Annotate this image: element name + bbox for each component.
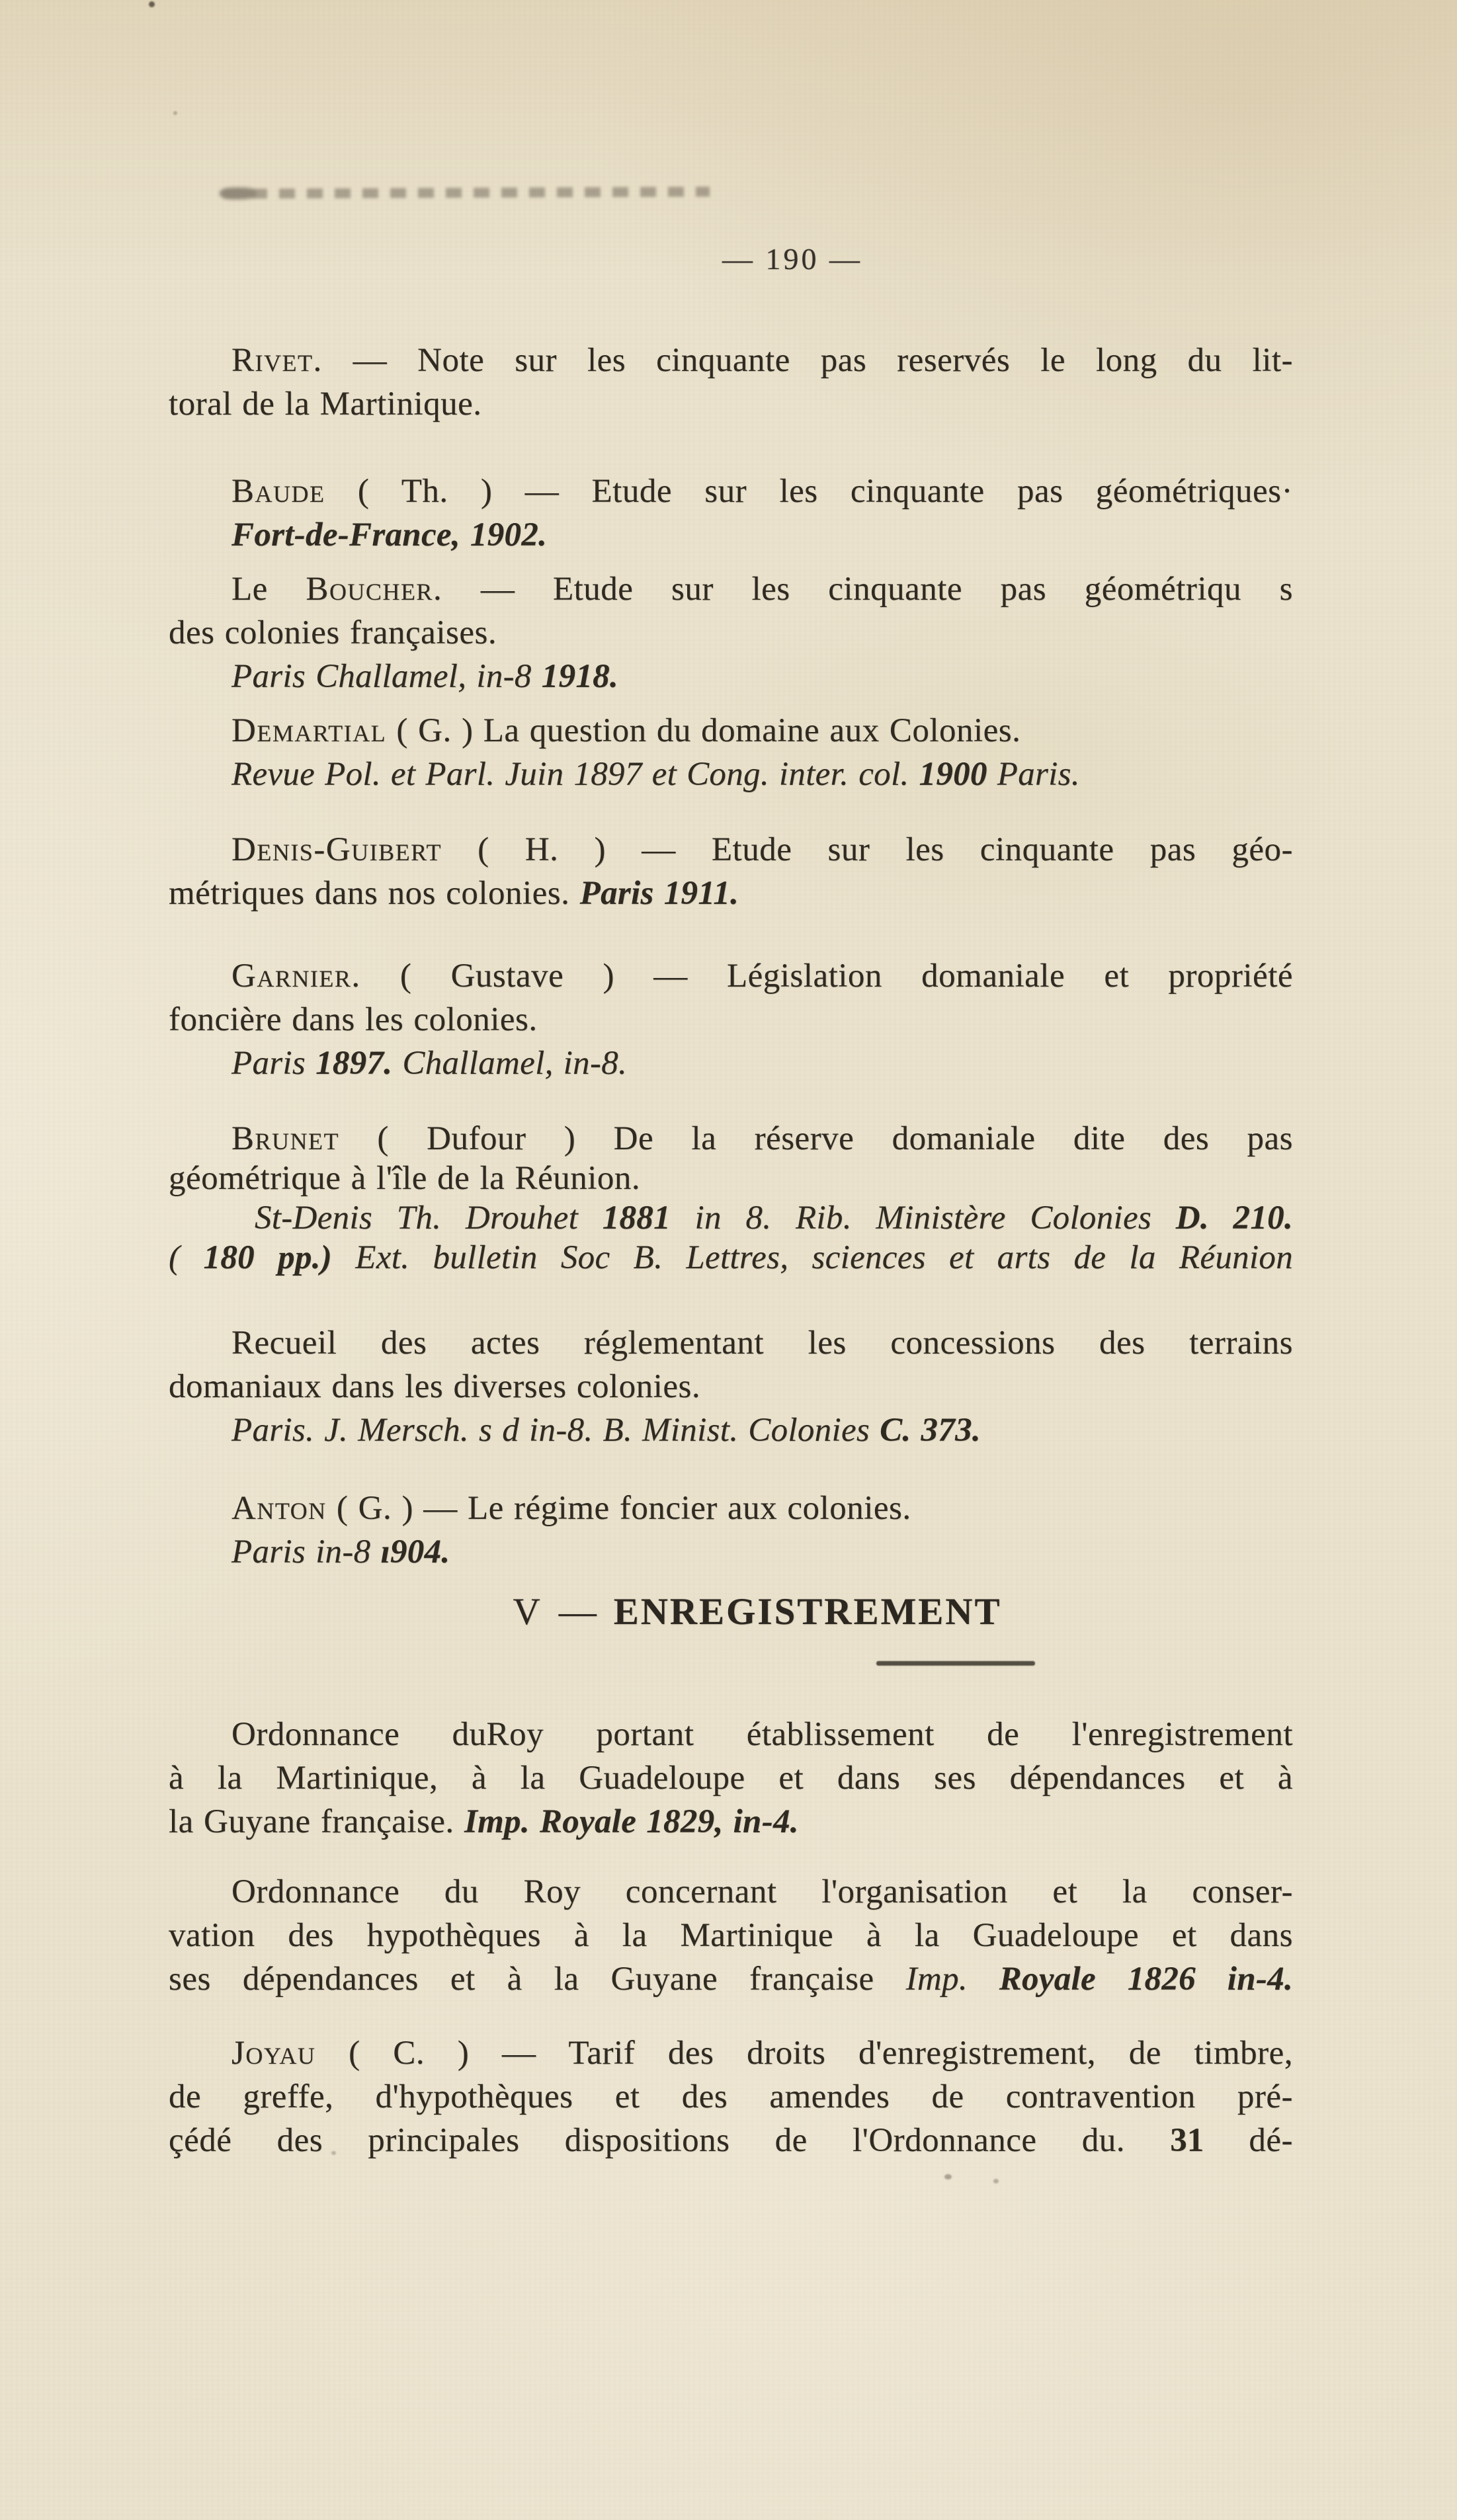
- text-segment: de greffe, d'hypothèques et des amendes de contravention pré-: [169, 2078, 1293, 2115]
- entry-line: [169, 655, 1293, 698]
- text-segment: Anton: [231, 1490, 327, 1527]
- page-number: — 190 —: [722, 242, 862, 276]
- text-segment: ( H. ) — Etude sur les cinquante pas géo-: [441, 831, 1293, 868]
- entry-line: [169, 382, 1293, 426]
- entry-line: [169, 1408, 1293, 1452]
- entry-line: [169, 1238, 1293, 1278]
- text-segment: D. 210.: [1175, 1199, 1294, 1237]
- entry-line: [169, 1957, 1293, 2001]
- text-segment: ı904.: [380, 1533, 450, 1570]
- entry-line: [169, 339, 1293, 382]
- text-segment: Imp.: [905, 1961, 999, 1998]
- entry-line: [169, 1530, 1293, 1574]
- entry-line: [169, 1914, 1293, 1957]
- entry-line: [169, 709, 1293, 752]
- text-segment: ( Gustave ) — Législation domaniale et propriété: [360, 957, 1293, 995]
- text-segment: Revue Pol. et Parl. Juin 1897 et Cong. inter. col.: [231, 756, 919, 793]
- text-segment: 31: [1170, 2122, 1204, 2159]
- text-segment: çédé des principales dispositions de l'Ordonnance du.: [169, 2122, 1171, 2159]
- text-segment: 1897.: [315, 1045, 393, 1082]
- bibliography-entry: [169, 1713, 1293, 1844]
- text-segment: Paris 1911.: [579, 875, 739, 912]
- text-segment: des colonies françaises.: [169, 614, 497, 651]
- text-segment: la Guyane française.: [169, 1803, 464, 1840]
- text-segment: Denis-Guibert: [231, 831, 442, 868]
- text-segment: Royale 1826 in-4.: [999, 1961, 1293, 1998]
- entry-line: [169, 1800, 1293, 1844]
- text-segment: 1900: [919, 756, 987, 793]
- entry-line: [169, 2075, 1293, 2119]
- bibliography-entry: [169, 1119, 1293, 1278]
- text-segment: Fort-de-France, 1902.: [231, 516, 548, 553]
- text-segment: géométrique à l'île de la Réunion.: [169, 1160, 641, 1197]
- entry-line: [169, 1713, 1293, 1756]
- section-separator: —: [558, 1591, 597, 1633]
- entry-line: [169, 1041, 1293, 1085]
- text-segment: 1918.: [541, 658, 619, 695]
- text-segment: domaniaux dans les diverses colonies.: [169, 1368, 701, 1405]
- entry-line: [169, 828, 1293, 872]
- entries: [169, 0, 1293, 2520]
- entry-line: [169, 469, 1293, 513]
- text-segment: dé-: [1204, 2122, 1294, 2159]
- bibliography-entry: [169, 339, 1293, 426]
- text-segment: Paris. J. Mersch. s d in-8. B. Minist. Colonies: [231, 1412, 880, 1449]
- text-segment: Paris in-8: [231, 1533, 381, 1570]
- text-segment: (: [169, 1239, 204, 1276]
- text-segment: Recueil des actes réglementant les concessions des terrains: [231, 1324, 1293, 1362]
- text-segment: Ordonnance duRoy portant établissement de l'enregistrement: [231, 1716, 1293, 1753]
- bibliography-entry: [169, 1870, 1293, 2001]
- section-heading: [169, 1588, 1293, 1636]
- bibliography-entry: [169, 2031, 1293, 2162]
- text-segment: Paris.: [987, 756, 1080, 793]
- text-segment: Joyau: [231, 2035, 316, 2072]
- bibliography-entry: [169, 954, 1293, 1085]
- text-segment: à la Martinique, à la Guadeloupe et dans ses dépendances et à: [169, 1760, 1293, 1797]
- entry-line: [169, 2119, 1293, 2162]
- text-segment: Challamel, in-8.: [392, 1045, 628, 1082]
- section-title: ENREGISTREMENT: [613, 1591, 1002, 1633]
- entry-line: [169, 567, 1293, 611]
- entry-line: [169, 1756, 1293, 1800]
- text-segment: Demartial: [231, 712, 387, 749]
- bibliography-entry: [169, 1321, 1293, 1452]
- section-rule: [876, 1661, 1035, 1666]
- text-segment: ( C. ) — Tarif des droits d'enregistrement, de timbre,: [315, 2035, 1293, 2072]
- bibliography-entry: [169, 469, 1293, 557]
- text-segment: Brunet: [231, 1120, 340, 1157]
- entry-line: [169, 2031, 1293, 2075]
- entry-line: [169, 1870, 1293, 1914]
- text-segment: Imp. Royale 1829, in-4.: [464, 1803, 799, 1840]
- entry-line: [169, 954, 1293, 998]
- entry-line: [169, 1158, 1293, 1198]
- text-segment: Paris: [231, 1045, 316, 1082]
- text-segment: C. 373.: [880, 1412, 981, 1449]
- text-segment: métriques dans nos colonies.: [169, 875, 580, 912]
- text-segment: 180 pp.): [203, 1239, 333, 1276]
- entry-line: [169, 752, 1293, 796]
- text-segment: vation des hypothèques à la Martinique à la Guadeloupe et dans: [169, 1917, 1293, 1954]
- text-segment: ( Dufour ) De la réserve domaniale dite des pas: [339, 1120, 1293, 1157]
- text-segment: toral de la Martinique.: [169, 386, 482, 423]
- ink-speck: [149, 1, 155, 7]
- text-segment: Boucher.: [306, 571, 443, 608]
- text-segment: ( Th. ) — Etude sur les cinquante pas géométriques·: [325, 473, 1293, 510]
- text-segment: Baude: [231, 473, 325, 510]
- text-segment: in 8. Rib. Ministère Colonies: [670, 1199, 1176, 1237]
- text-segment: Le: [231, 571, 306, 608]
- entry-line: [169, 513, 1293, 557]
- text-segment: Ordonnance du Roy concernant l'organisation et la conser-: [231, 1873, 1293, 1910]
- entry-line: [169, 998, 1293, 1041]
- bibliography-entry: [169, 1486, 1293, 1574]
- entry-line: [169, 1486, 1293, 1530]
- text-segment: Ext. bulletin Soc B. Lettres, sciences et arts de la Réunion: [332, 1239, 1293, 1276]
- text-segment: foncière dans les colonies.: [169, 1001, 538, 1038]
- bibliography-entry: [169, 828, 1293, 915]
- text-segment: St-Denis Th. Drouhet: [255, 1199, 603, 1237]
- text-segment: — Note sur les cinquante pas reservés le long du lit-: [322, 342, 1293, 379]
- bibliography-entry: [169, 709, 1293, 796]
- text-segment: — Etude sur les cinquante pas géométriqu s: [442, 571, 1293, 608]
- text-block: [169, 0, 1293, 2520]
- section-numeral: V: [513, 1591, 542, 1633]
- entry-line: [169, 611, 1293, 655]
- entry-line: [169, 1365, 1293, 1408]
- entry-line: [169, 1119, 1293, 1158]
- entry-line: [169, 1198, 1293, 1238]
- text-segment: ses dépendances et à la Guyane française: [169, 1961, 906, 1998]
- entry-line: [169, 872, 1293, 915]
- text-segment: Rivet.: [231, 342, 323, 379]
- entry-line: [169, 1321, 1293, 1365]
- bibliography-entry: [169, 567, 1293, 698]
- text-segment: ( G. ) — Le régime foncier aux colonies.: [326, 1490, 911, 1527]
- text-segment: ( G. ) La question du domaine aux Colonies.: [386, 712, 1021, 749]
- text-segment: Paris Challamel, in-8: [231, 658, 542, 695]
- text-segment: 1881: [602, 1199, 671, 1237]
- text-segment: Garnier.: [231, 957, 361, 995]
